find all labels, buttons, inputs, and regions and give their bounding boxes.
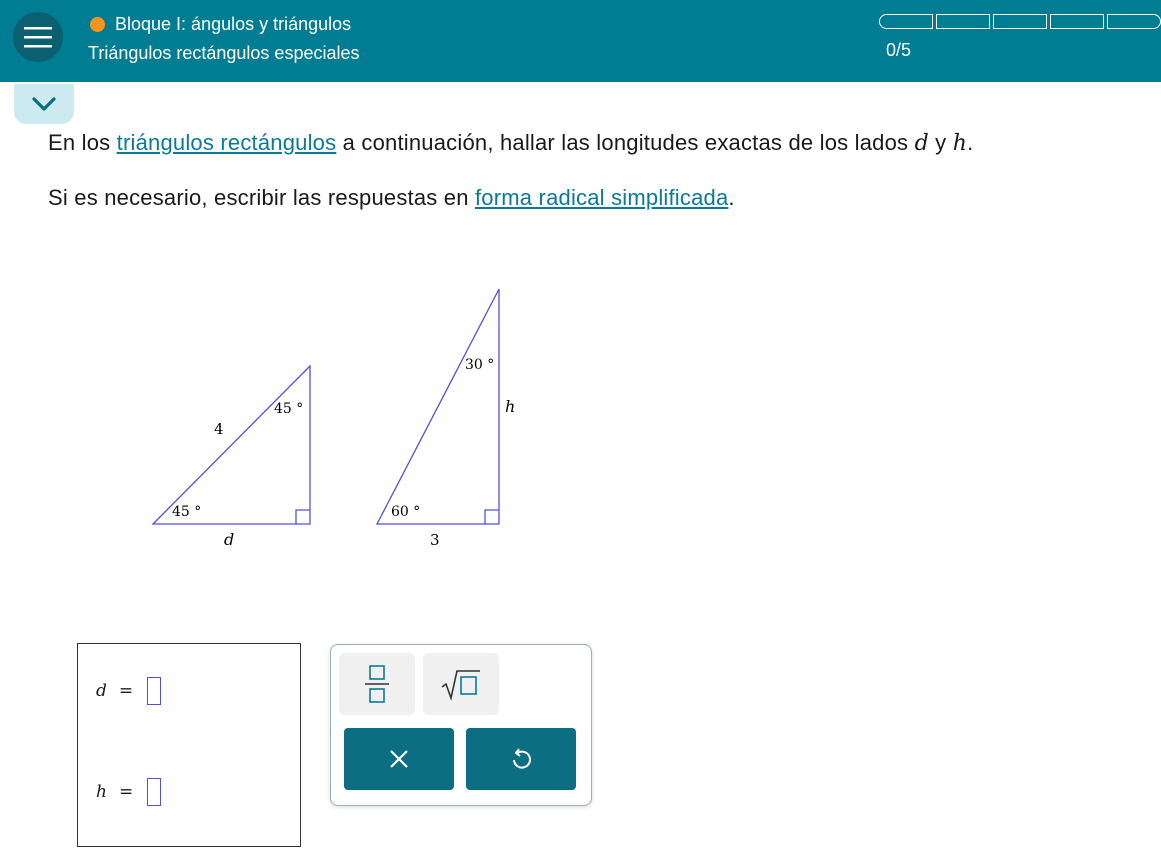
variable-h: h [952, 131, 968, 156]
square-root-icon [441, 667, 481, 701]
label-side-h: h [505, 397, 516, 416]
label-hypotenuse-4: 4 [214, 420, 224, 438]
answer-row-d [96, 677, 161, 705]
score-text: 0/5 [886, 40, 912, 60]
h-input[interactable] [147, 778, 161, 806]
instruction-text: Si es necesario, escribir las respuestas en [48, 185, 475, 210]
math-keypad [330, 644, 592, 806]
lesson-title: Triángulos rectángulos especiales [88, 43, 360, 63]
answer-label: h [96, 782, 107, 802]
close-icon [389, 749, 409, 769]
instruction-text: a continuación, hallar las longitudes exactas de los lados [336, 130, 915, 155]
label-angle-top-left: 45 ° [274, 401, 304, 417]
d-input[interactable] [147, 677, 161, 705]
fraction-icon [364, 664, 390, 704]
topic-title: Bloque I: ángulos y triángulos [115, 14, 352, 34]
undo-button[interactable] [466, 728, 576, 790]
equals-sign: = [118, 681, 134, 701]
clear-button[interactable] [344, 728, 454, 790]
equals-sign: = [118, 782, 134, 802]
label-angle-bottom-left: 45 ° [172, 504, 202, 520]
square-root-button[interactable] [423, 653, 499, 715]
label-base-3: 3 [430, 531, 440, 549]
triangle-30-60-90 [377, 289, 515, 549]
variable-d: d [914, 131, 929, 156]
answer-row-h [96, 778, 161, 806]
answer-box [77, 643, 301, 847]
triangle-45-45-90 [153, 366, 310, 549]
instruction-text: y [928, 130, 953, 155]
link-right-triangles[interactable]: triángulos rectángulos [116, 130, 337, 155]
label-angle-60: 60 ° [391, 504, 421, 520]
instruction-text: . [967, 130, 974, 155]
label-angle-30: 30 ° [465, 357, 495, 373]
link-simplified-radical[interactable]: forma radical simplificada [475, 185, 729, 210]
instruction-text: En los [48, 130, 117, 155]
answer-label: d [96, 681, 107, 701]
label-side-d: d [224, 530, 235, 549]
instruction-text: . [728, 185, 735, 210]
undo-icon [510, 747, 532, 771]
fraction-button[interactable] [339, 653, 415, 715]
